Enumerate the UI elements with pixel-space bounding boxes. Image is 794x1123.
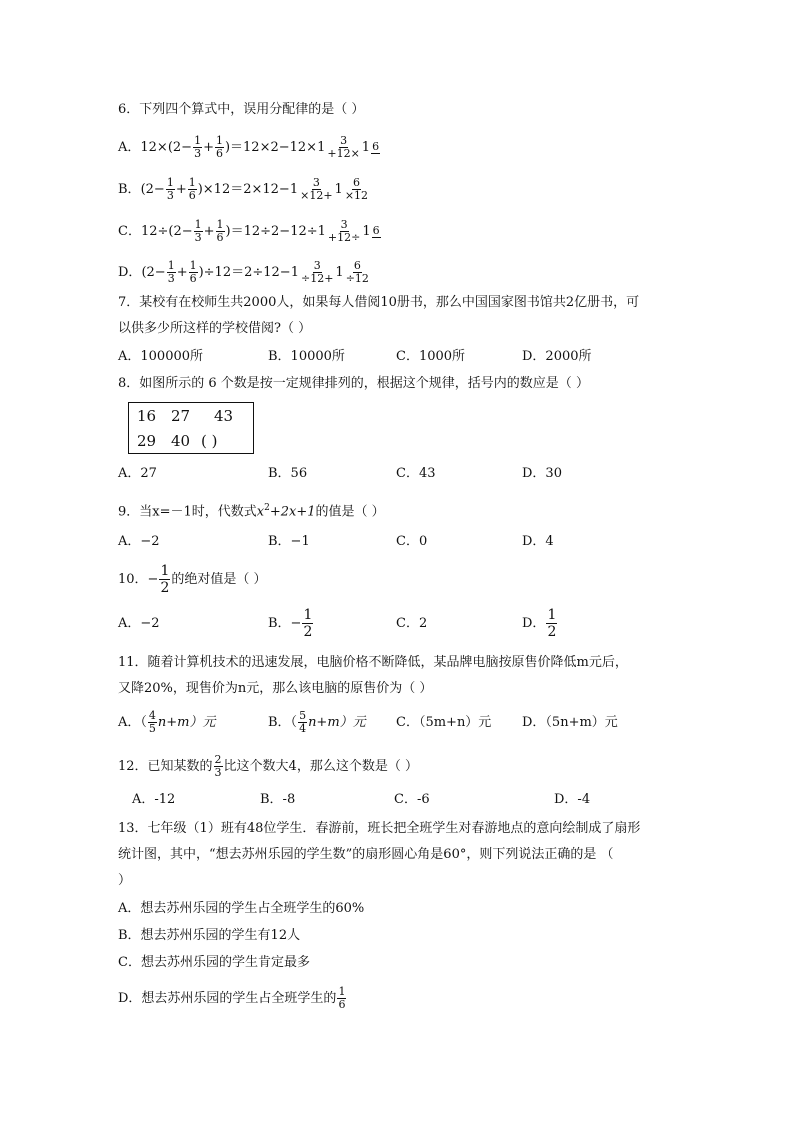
q13-option-c: C．想去苏州乐园的学生肯定最多 [118, 955, 310, 970]
q6-expr-text: 1 [289, 182, 299, 197]
q6-stem: 6．下列四个算式中，误用分配律的是（ ） [118, 102, 365, 117]
q6-fraction-num: 3 [312, 176, 320, 189]
q6-fraction-num: 6 [352, 176, 360, 189]
q13-option-a: A．想去苏州乐园的学生占全班学生的60% [118, 901, 365, 916]
q8-number-box [128, 402, 254, 454]
q13-option-d-den: 6 [338, 998, 346, 1011]
q12-option-d: D．-4 [554, 792, 591, 807]
q8-option-a: A．27 [118, 466, 157, 481]
q8-box-cell: 43 [214, 407, 234, 425]
q10-option-d-label: D． [522, 616, 546, 631]
q6-option-label: C． [118, 224, 141, 239]
q6-expr-text: )×12＝2×12− [197, 182, 290, 197]
q9-option-d: D．4 [522, 534, 554, 549]
q12-prefix: 12．已知某数的 [118, 759, 213, 774]
q6-option-d [118, 258, 371, 288]
q10-option-d-fraction [546, 607, 557, 640]
q6-fraction [326, 135, 360, 160]
q13-stem-line1: 13．七年级（1）班有48位学生．春游前，班长把全班学生对春游地点的意向绘制成了扇形 [118, 821, 641, 836]
q7-stem-line2: 以供多少所这样的学校借阅?（ ） [118, 321, 312, 336]
q6-fraction-num: 1 [194, 218, 202, 231]
q11-option-a-label: A．（ [118, 715, 147, 730]
q8-box-cell: 40 [171, 432, 191, 450]
q10-option-b-fraction [302, 607, 313, 640]
q11-option-a-fraction [148, 710, 157, 735]
q6-option-b [118, 175, 370, 205]
q6-option-c [118, 217, 382, 247]
q6-fraction [167, 260, 176, 285]
q12-fraction [214, 754, 223, 779]
q6-fraction-num: 3 [340, 218, 348, 231]
q6-expr-text: 1 [362, 224, 371, 239]
q11-stem-line2: 又降20%，现售价为n元，那么该电脑的原售价为（ ） [118, 681, 433, 696]
q6-fraction-den: ×12+ [300, 189, 333, 202]
q10-option-d-den: 2 [547, 624, 557, 640]
q6-fraction-den: +12× [327, 147, 360, 160]
q12-stem [118, 750, 418, 784]
q7-option-a: A．100000所 [118, 349, 204, 364]
q10-option-b [268, 607, 314, 641]
q6-expr-text: 1 [290, 265, 299, 280]
q6-fraction-num: 3 [313, 259, 321, 272]
q13-option-d-fraction [337, 986, 346, 1011]
q11-option-a-num: 4 [148, 709, 156, 722]
q6-fraction-num: 1 [167, 259, 175, 272]
q6-expr-text: )＝12÷2−12÷ [225, 224, 318, 239]
q6-fraction [215, 135, 224, 160]
q6-fraction [344, 177, 369, 202]
q10-fraction [159, 563, 170, 596]
q6-fraction-den: 6 [215, 147, 223, 160]
q6-fraction-num: 6 [372, 224, 380, 237]
q6-fraction [345, 260, 370, 285]
q9-stem [118, 499, 385, 521]
q13-option-b: B．想去苏州乐园的学生有12人 [118, 928, 301, 943]
q6-fraction-den: 3 [194, 147, 202, 160]
q6-fraction [216, 219, 225, 244]
q10-option-b-num: 1 [303, 607, 313, 623]
q9-option-c: C．0 [396, 534, 428, 549]
q6-fraction-num: 1 [188, 176, 196, 189]
q6-fraction-den: 3 [194, 231, 202, 244]
q6-expr-text: )＝12×2−12× [224, 140, 318, 155]
q7-option-d: D．2000所 [522, 349, 592, 364]
q13-stem-line2: 统计图，其中，“想去苏州乐园的学生数”的扇形圆心角是60°，则下列说法正确的是 （ [118, 847, 614, 862]
q11-option-c: C．（5m+n）元 [396, 715, 492, 730]
q13-option-d-text: D．想去苏州乐园的学生占全班学生的 [118, 991, 337, 1006]
q6-expr-text: + [175, 182, 187, 197]
q6-expr-text: 1 [361, 140, 371, 155]
q6-expr-text: 1 [335, 265, 344, 280]
q6-option-label: B． [118, 182, 141, 197]
q6-fraction-num: 1 [194, 134, 202, 147]
q6-fraction-num: 6 [372, 140, 380, 153]
q11-option-b-label: B．（ [268, 715, 298, 730]
q6-fraction [193, 135, 202, 160]
q11-option-a-rest: n+m）元 [157, 715, 216, 730]
q6-fraction [299, 177, 333, 202]
q12-option-c: C．-6 [394, 792, 430, 807]
q9-expr-exponent: 2 [264, 503, 270, 513]
q12-den: 3 [214, 766, 222, 779]
q6-fraction-num: 6 [353, 259, 361, 272]
q6-option-a [118, 133, 381, 163]
q9-stem-text: 9．当x=－1时，代数式 [118, 504, 257, 520]
q10-prefix: 10．− [118, 572, 159, 587]
q11-option-b-den: 4 [299, 722, 307, 735]
q6-expr-text: + [176, 265, 188, 280]
q10-option-c: C．2 [396, 616, 428, 631]
q12-option-a: A．-12 [132, 792, 176, 807]
q10-num: 1 [160, 563, 170, 579]
q13-option-d [118, 982, 347, 1016]
q6-fraction-den: 3 [166, 189, 174, 202]
q6-fraction [327, 219, 361, 244]
q10-suffix: 的绝对值是（ ） [171, 572, 267, 587]
q11-option-a [118, 706, 215, 740]
q7-option-b: B．10000所 [268, 349, 345, 364]
q6-expr-text: 12×(2− [140, 140, 193, 155]
q8-option-d: D．30 [522, 466, 562, 481]
q6-fraction-den: ÷12+ [300, 272, 334, 285]
q6-fraction [300, 260, 334, 285]
q6-expr-text: (2− [141, 265, 166, 280]
q9-expr-x: x [256, 504, 265, 520]
q6-fraction-num: 1 [189, 259, 197, 272]
q11-option-b [268, 706, 366, 740]
q6-fraction-num: 1 [216, 218, 224, 231]
q6-expr-text: 1 [317, 140, 326, 155]
q6-option-label: A． [118, 140, 141, 155]
q10-option-d [522, 607, 558, 641]
q6-fraction [372, 225, 381, 238]
q6-fraction-den: 6 [216, 231, 224, 244]
q11-option-b-fraction [298, 710, 307, 735]
q8-box-cell: 16 [137, 407, 157, 425]
q10-option-b-den: 2 [303, 624, 313, 640]
q11-stem-line1: 11．随着计算机技术的迅速发展，电脑价格不断降低，某品牌电脑按原售价降低m元后， [118, 655, 628, 670]
q6-fraction-den: ÷12 [345, 272, 369, 285]
q6-expr-text: + [203, 224, 215, 239]
q11-option-d: D．（5n+m）元 [522, 715, 618, 730]
q8-box-cell: ( ) [201, 432, 218, 450]
q6-fraction-num: 3 [340, 134, 348, 147]
q6-fraction [166, 177, 175, 202]
q11-option-a-den: 5 [148, 722, 156, 735]
q12-suffix: 比这个数大4，那么这个数是（ ） [223, 759, 418, 774]
q10-option-b-label: B．− [268, 616, 302, 631]
q6-expr-text: + [203, 140, 214, 155]
q8-box-cell: 29 [137, 432, 157, 450]
q6-fraction-num: 1 [166, 176, 174, 189]
q6-expr-text: )÷12＝2÷12− [198, 265, 291, 280]
q8-box-cell: 27 [171, 407, 191, 425]
q6-option-label: D． [118, 265, 142, 280]
q8-stem: 8．如图所示的 6 个数是按一定规律排列的，根据这个规律，括号内的数应是（ ） [118, 376, 589, 391]
q7-option-c: C．1000所 [396, 349, 466, 364]
q6-fraction [188, 177, 197, 202]
q6-fraction-den: +12÷ [327, 231, 361, 244]
q9-stem-tail: 的值是（ ） [315, 504, 385, 520]
q6-fraction [189, 260, 198, 285]
q13-option-d-num: 1 [338, 985, 346, 998]
q8-option-b: B．56 [268, 466, 308, 481]
q6-fraction-den: ×12 [344, 189, 369, 202]
q13-stem-line3: ） [118, 873, 132, 888]
q12-num: 2 [214, 753, 222, 766]
q6-fraction-den: 6 [188, 189, 196, 202]
q11-option-b-rest: n+m）元 [308, 715, 366, 730]
q9-option-b: B．−1 [268, 534, 310, 549]
q8-option-c: C．43 [396, 466, 436, 481]
q6-fraction [371, 141, 380, 154]
q6-fraction-den: 3 [167, 272, 175, 285]
q9-option-a: A．−2 [118, 534, 160, 549]
q7-stem-line1: 7．某校有在校师生共2000人，如果每人借阅10册书，那么中国国家图书馆共2亿册书，可 [118, 295, 640, 310]
q6-expr-text: (2− [140, 182, 165, 197]
q6-fraction-num: 1 [215, 134, 223, 147]
q10-den: 2 [160, 580, 170, 596]
q10-stem [118, 563, 267, 597]
q10-option-d-num: 1 [547, 607, 557, 623]
q6-expr-text: 12÷(2− [140, 224, 193, 239]
q6-fraction [194, 219, 203, 244]
q9-expr-rest: +2x+1 [269, 504, 316, 520]
q10-option-a: A．−2 [118, 616, 160, 631]
q12-option-b: B．-8 [260, 792, 296, 807]
q6-fraction-den: 6 [189, 272, 197, 285]
q6-expr-text: 1 [317, 224, 326, 239]
q6-expr-text: 1 [334, 182, 343, 197]
q11-option-b-num: 5 [299, 709, 307, 722]
